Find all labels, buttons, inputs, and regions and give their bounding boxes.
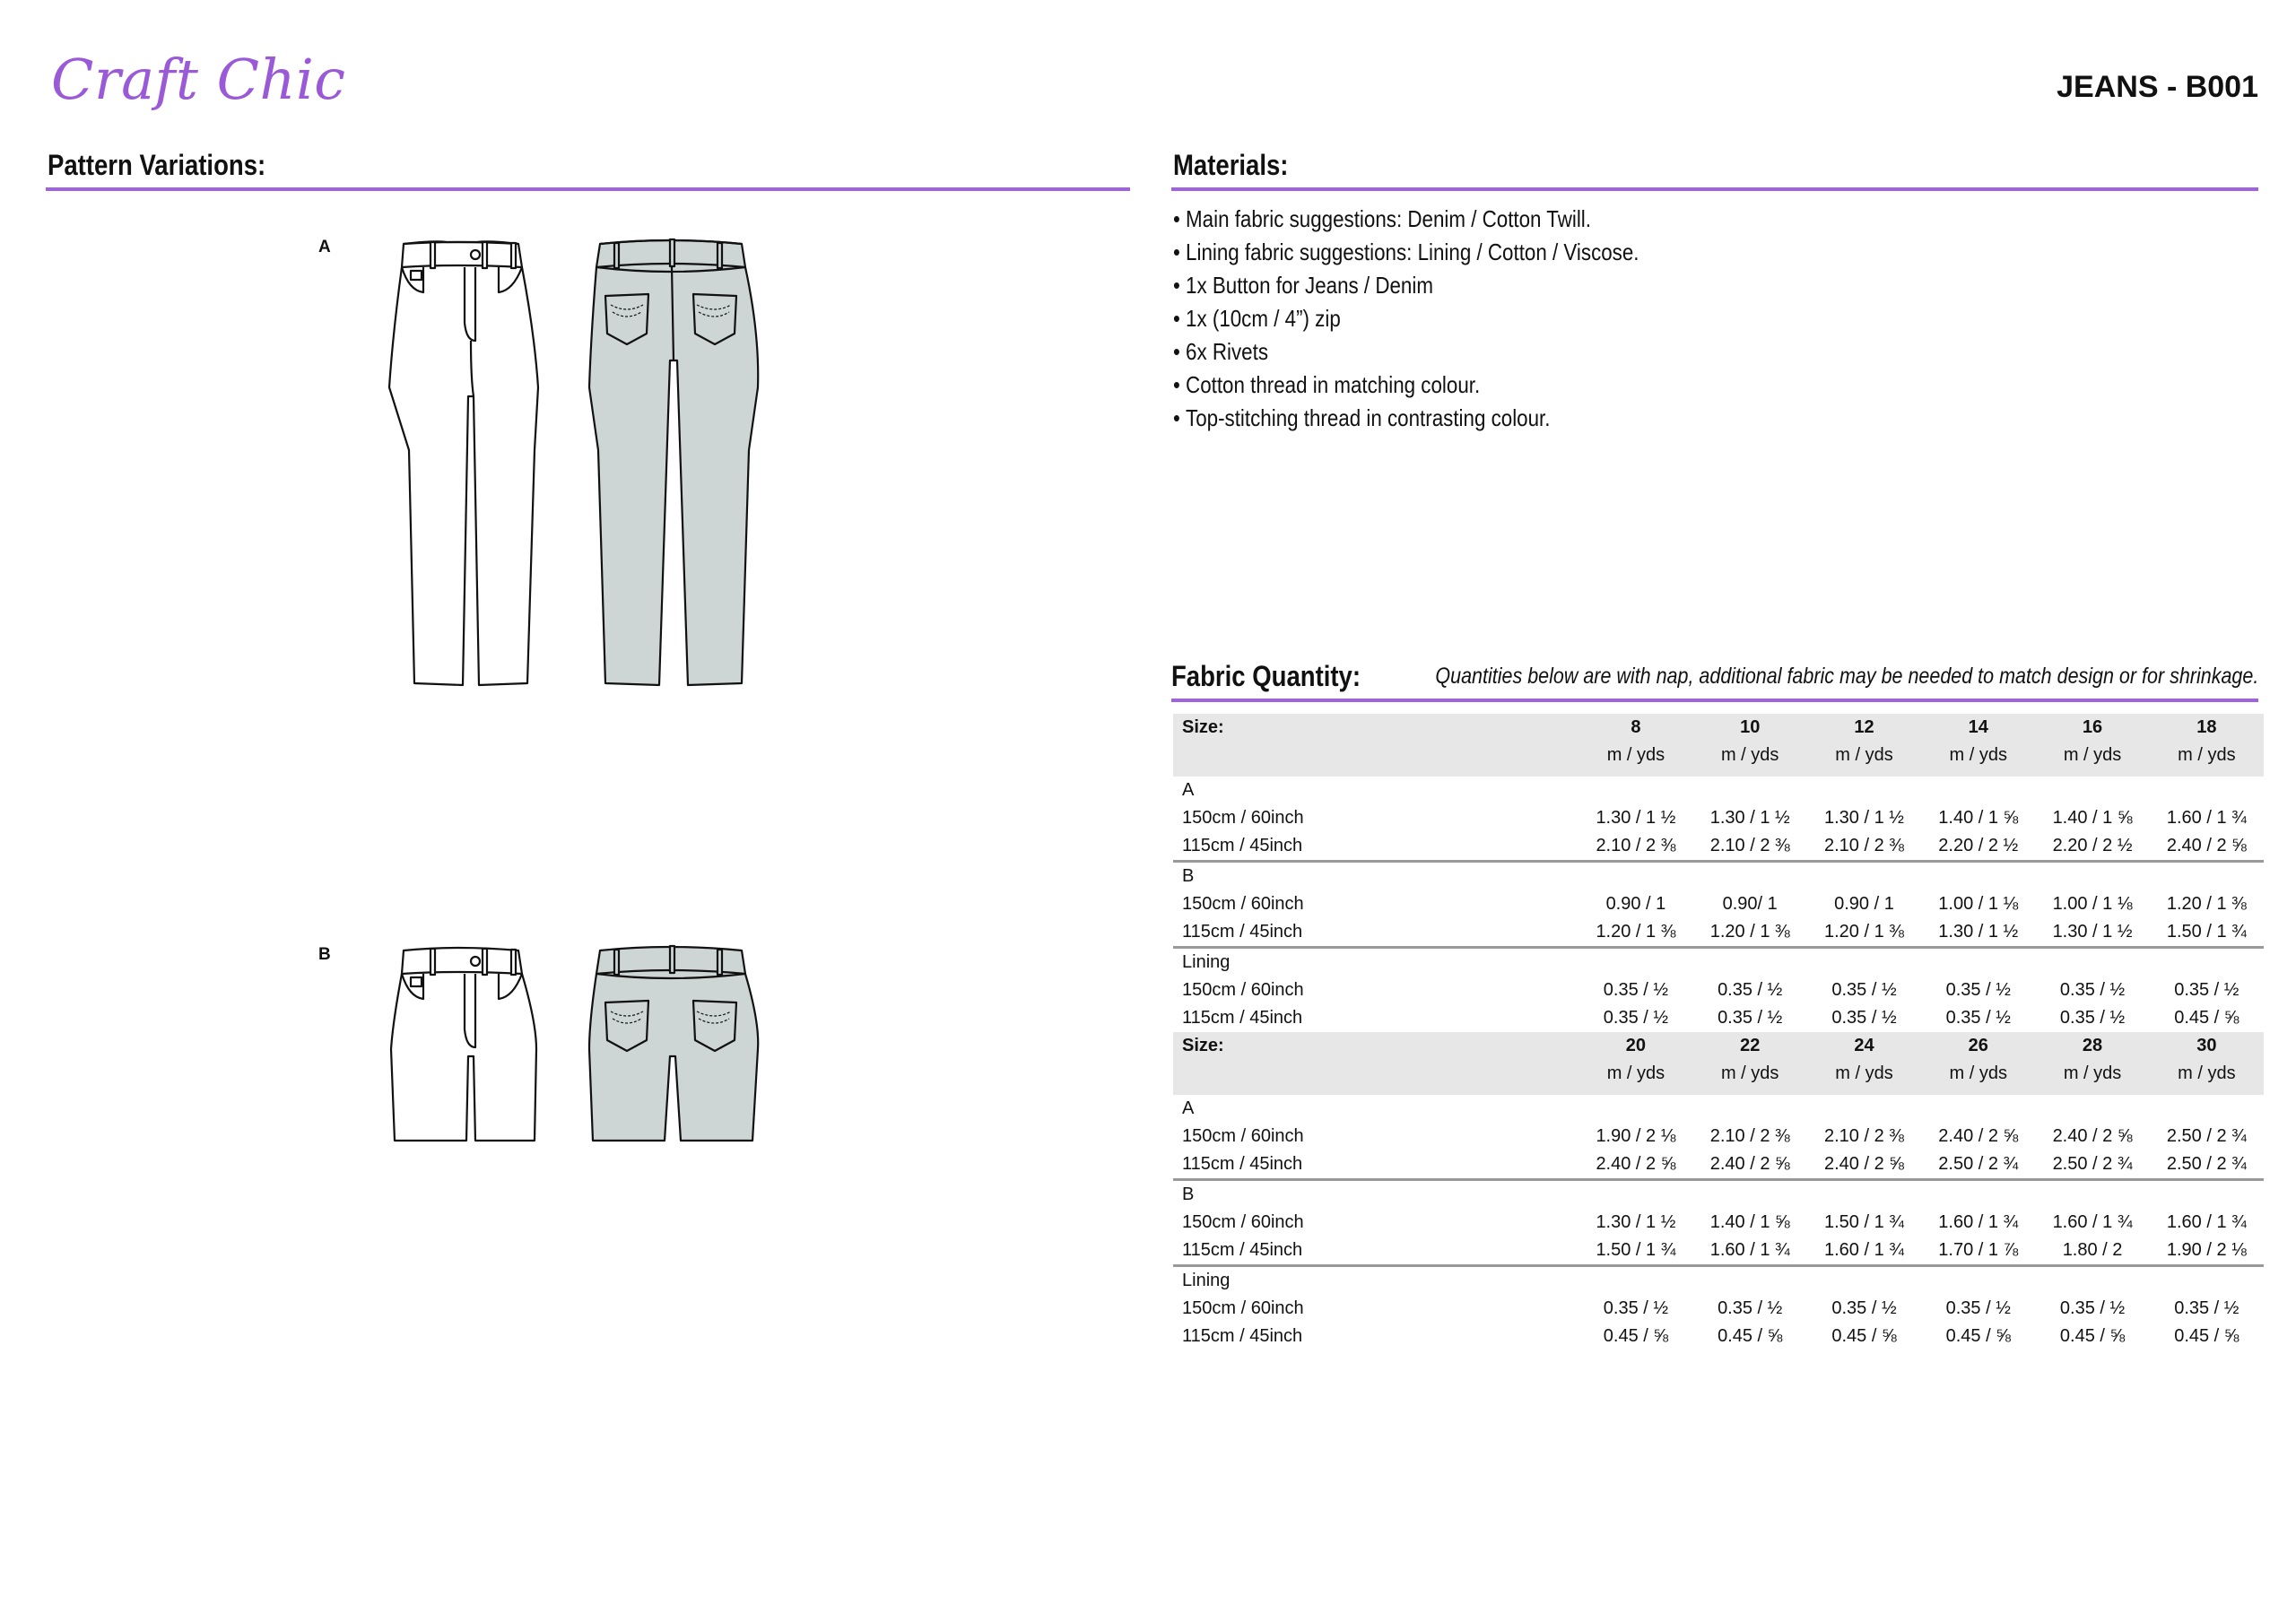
pattern-code: JEANS - B001	[2057, 70, 2258, 104]
quantity-cell: 1.20 / 1 ⅜	[1693, 918, 1807, 948]
quantity-cell: 2.40 / 2 ⅝	[1807, 1150, 1921, 1180]
quantity-cell: 1.60 / 1 ¾	[1807, 1237, 1921, 1266]
quantity-cell: 1.30 / 1 ½	[2035, 918, 2149, 948]
unit-row	[1173, 1060, 2264, 1088]
quantity-cell: 0.45 / ⅝	[1945, 1326, 2011, 1346]
size-value: 14	[1921, 714, 2035, 742]
table-row	[1173, 976, 2264, 1004]
group-row	[1173, 777, 2264, 804]
quantity-cell: 2.10 / 2 ⅜	[1807, 832, 1921, 862]
materials-item: • Lining fabric suggestions: Lining / Cotton / Viscose.	[1173, 236, 2099, 269]
materials-rule	[1171, 187, 2258, 191]
variant-label-b: B	[318, 945, 331, 964]
fabric-quantity-table	[1173, 714, 2264, 1350]
unit-label: m / yds	[1807, 742, 1921, 769]
table-row	[1173, 1150, 2264, 1180]
fabric-quantity-rule	[1171, 699, 2258, 702]
materials-item: • Main fabric suggestions: Denim / Cotton Twill.	[1173, 203, 2099, 236]
quantity-cell: 0.45 / ⅝	[2059, 1326, 2126, 1346]
quantity-cell: 1.20 / 1 ⅜	[1578, 918, 1692, 948]
quantity-cell: 2.40 / 2 ⅝	[1578, 1150, 1692, 1180]
quantity-cell: 1.60 / 1 ¾	[2166, 808, 2247, 828]
quantity-cell: 2.50 / 2 ¾	[2166, 1126, 2247, 1146]
fabric-width-label: 150cm / 60inch	[1182, 980, 1304, 1000]
quantity-cell: 0.35 / ½	[1831, 1008, 1897, 1028]
quantity-cell: 1.30 / 1 ½	[1824, 808, 1904, 828]
quantity-cell: 1.70 / 1 ⅞	[1921, 1237, 2035, 1266]
quantity-cell: 0.35 / ½	[2174, 980, 2239, 1000]
size-value: 10	[1693, 714, 1807, 742]
gap-cell	[1173, 769, 2264, 777]
size-label: Size:	[1173, 714, 1578, 742]
quantity-cell: 2.50 / 2 ¾	[2035, 1150, 2149, 1180]
quantity-cell: 0.45 / ⅝	[2174, 1326, 2239, 1346]
table-row	[1173, 918, 2264, 948]
table-row	[1173, 1323, 2264, 1350]
quantity-cell: 2.50 / 2 ¾	[1921, 1150, 2035, 1180]
fabric-width-label: 150cm / 60inch	[1182, 808, 1304, 828]
quantity-cell: 2.50 / 2 ¾	[2150, 1150, 2264, 1180]
quantity-cell: 1.90 / 2 ⅛	[1596, 1126, 1676, 1146]
unit-label: m / yds	[1921, 1060, 2035, 1088]
quantity-cell: 2.20 / 2 ½	[2035, 832, 2149, 862]
group-row	[1173, 1095, 2264, 1123]
quantity-cell: 1.60 / 1 ¾	[1938, 1212, 2019, 1232]
table-row	[1173, 832, 2264, 862]
fabric-width-label: 115cm / 45inch	[1173, 1150, 1578, 1180]
unit-label: m / yds	[1693, 742, 1807, 769]
fabric-width-label: 115cm / 45inch	[1173, 1237, 1578, 1266]
quantity-cell: 0.35 / ½	[1945, 980, 2011, 1000]
materials-item: • 6x Rivets	[1173, 335, 2099, 369]
quantity-cell: 1.00 / 1 ⅛	[2052, 894, 2133, 914]
quantity-cell: 0.35 / ½	[1831, 980, 1897, 1000]
quantity-cell: 1.60 / 1 ¾	[2052, 1212, 2133, 1232]
materials-item: • Top-stitching thread in contrasting colour.	[1173, 402, 2099, 435]
group-name: B	[1182, 866, 1195, 886]
materials-item: • 1x (10cm / 4”) zip	[1173, 302, 2099, 335]
quantity-cell: 0.35 / ½	[1945, 1298, 2011, 1318]
quantity-cell: 1.50 / 1 ¾	[1578, 1237, 1692, 1266]
table-row	[1173, 1295, 2264, 1323]
table-row	[1173, 890, 2264, 918]
quantity-cell: 0.35 / ½	[2059, 1298, 2126, 1318]
quantity-cell: 1.50 / 1 ¾	[2150, 918, 2264, 948]
quantity-cell: 0.35 / ½	[1718, 1298, 1783, 1318]
size-value: 26	[1921, 1032, 2035, 1060]
pattern-variations-title: Pattern Variations:	[48, 149, 266, 181]
quantity-cell: 1.30 / 1 ½	[1709, 808, 1790, 828]
unit-label: m / yds	[1578, 742, 1692, 769]
group-name: Lining	[1182, 1271, 1231, 1290]
size-value: 20	[1578, 1032, 1692, 1060]
group-name: Lining	[1182, 952, 1231, 972]
unit-label: m / yds	[2150, 1060, 2264, 1088]
quantity-cell: 1.20 / 1 ⅜	[2166, 894, 2247, 914]
header-gap	[1173, 769, 2264, 777]
quantity-cell: 0.45 / ⅝	[1718, 1326, 1783, 1346]
unit-label: m / yds	[2150, 742, 2264, 769]
quantity-cell: 0.35 / ½	[1718, 1008, 1783, 1028]
fabric-width-label: 115cm / 45inch	[1173, 918, 1578, 948]
unit-label: m / yds	[1693, 1060, 1807, 1088]
unit-label: m / yds	[1921, 742, 2035, 769]
quantity-cell: 2.40 / 2 ⅝	[1693, 1150, 1807, 1180]
unit-row	[1173, 742, 2264, 769]
size-header-row	[1173, 714, 2264, 742]
table-row	[1173, 804, 2264, 832]
quantity-cell: 0.90 / 1	[1834, 894, 1894, 914]
header-gap	[1173, 1088, 2264, 1095]
quantity-cell: 0.45 / ⅝	[1831, 1326, 1897, 1346]
quantity-cell: 1.60 / 1 ¾	[2166, 1212, 2247, 1232]
quantity-cell: 0.35 / ½	[2174, 1298, 2239, 1318]
materials-list	[1173, 203, 2249, 435]
quantity-cell: 1.40 / 1 ⅝	[2052, 808, 2133, 828]
quantity-cell: 1.40 / 1 ⅝	[1938, 808, 2019, 828]
quantity-cell: 0.45 / ⅝	[2174, 1008, 2239, 1028]
quantity-cell: 1.30 / 1 ½	[1921, 918, 2035, 948]
unit-label: m / yds	[2035, 1060, 2149, 1088]
size-value: 24	[1807, 1032, 1921, 1060]
quantity-cell: 2.10 / 2 ⅜	[1824, 1126, 1904, 1146]
table-row	[1173, 1209, 2264, 1237]
unit-label: m / yds	[1578, 1060, 1692, 1088]
quantity-cell: 0.35 / ½	[1603, 1008, 1669, 1028]
group-row	[1173, 862, 2264, 891]
quantity-cell: 1.30 / 1 ½	[1596, 808, 1676, 828]
fabric-width-label: 150cm / 60inch	[1182, 1212, 1304, 1232]
table-row	[1173, 1123, 2264, 1150]
fabric-width-label: 115cm / 45inch	[1182, 1008, 1303, 1028]
variant-label-a: A	[318, 238, 331, 256]
size-value: 8	[1578, 714, 1692, 742]
unit-spacer	[1173, 1060, 1578, 1088]
materials-item: • 1x Button for Jeans / Denim	[1173, 269, 2099, 302]
size-value: 28	[2035, 1032, 2149, 1060]
size-value: 16	[2035, 714, 2149, 742]
quantity-cell: 2.40 / 2 ⅝	[1938, 1126, 2019, 1146]
quantity-cell: 0.35 / ½	[2059, 980, 2126, 1000]
quantity-cell: 1.60 / 1 ¾	[1693, 1237, 1807, 1266]
gap-cell	[1173, 1088, 2264, 1095]
quantity-cell: 0.90/ 1	[1722, 894, 1778, 914]
quantity-cell: 1.20 / 1 ⅜	[1807, 918, 1921, 948]
quantity-cell: 2.10 / 2 ⅜	[1709, 1126, 1790, 1146]
group-row	[1173, 948, 2264, 977]
quantity-cell: 2.40 / 2 ⅝	[2150, 832, 2264, 862]
quantity-cell: 1.00 / 1 ⅛	[1938, 894, 2019, 914]
fabric-width-label: 115cm / 45inch	[1182, 1326, 1303, 1346]
quantity-cell: 1.50 / 1 ¾	[1824, 1212, 1904, 1232]
group-row	[1173, 1180, 2264, 1210]
pattern-variations-rule	[46, 187, 1130, 191]
jeans-back-illustration	[587, 235, 767, 692]
group-name: B	[1182, 1185, 1195, 1204]
size-label: Size:	[1173, 1032, 1578, 1060]
size-value: 22	[1693, 1032, 1807, 1060]
jeans-front-illustration	[386, 235, 565, 692]
quantity-cell: 0.45 / ⅝	[1603, 1326, 1669, 1346]
shorts-front-illustration	[386, 942, 565, 1148]
quantity-cell: 2.20 / 2 ½	[1921, 832, 2035, 862]
fabric-width-label: 150cm / 60inch	[1182, 1298, 1304, 1318]
size-header-row	[1173, 1032, 2264, 1060]
group-row	[1173, 1266, 2264, 1296]
fabric-quantity-note: Quantities below are with nap, additional fabric may be needed to match design or for shrinkage.	[1435, 664, 2258, 689]
quantity-cell: 0.35 / ½	[1603, 980, 1669, 1000]
fabric-width-label: 115cm / 45inch	[1173, 832, 1578, 862]
materials-item: • Cotton thread in matching colour.	[1173, 369, 2099, 402]
quantity-cell: 2.10 / 2 ⅜	[1578, 832, 1692, 862]
table-row	[1173, 1237, 2264, 1266]
fabric-width-label: 150cm / 60inch	[1182, 1126, 1304, 1146]
table-row	[1173, 1004, 2264, 1032]
quantity-cell: 0.35 / ½	[1718, 980, 1783, 1000]
shorts-back-illustration	[587, 942, 767, 1148]
size-value: 30	[2150, 1032, 2264, 1060]
quantity-cell: 0.35 / ½	[1831, 1298, 1897, 1318]
quantity-cell: 0.35 / ½	[1945, 1008, 2011, 1028]
quantity-cell: 1.90 / 2 ⅛	[2150, 1237, 2264, 1266]
quantity-cell: 0.90 / 1	[1605, 894, 1666, 914]
quantity-cell: 1.30 / 1 ½	[1596, 1212, 1676, 1232]
size-value: 18	[2150, 714, 2264, 742]
materials-title: Materials:	[1173, 149, 1289, 181]
group-name: A	[1182, 1098, 1195, 1118]
fabric-quantity-title: Fabric Quantity:	[1171, 660, 1361, 692]
quantity-cell: 2.10 / 2 ⅜	[1693, 832, 1807, 862]
quantity-cell: 1.80 / 2	[2035, 1237, 2149, 1266]
fabric-width-label: 150cm / 60inch	[1182, 894, 1304, 914]
quantity-cell: 2.40 / 2 ⅝	[2052, 1126, 2133, 1146]
size-value: 12	[1807, 714, 1921, 742]
quantity-cell: 1.40 / 1 ⅝	[1709, 1212, 1790, 1232]
group-name: A	[1182, 780, 1195, 800]
unit-label: m / yds	[2035, 742, 2149, 769]
brand-logo: Craft Chic	[51, 47, 346, 112]
quantity-cell: 0.35 / ½	[2059, 1008, 2126, 1028]
quantity-cell: 0.35 / ½	[1603, 1298, 1669, 1318]
unit-spacer	[1173, 742, 1578, 769]
unit-label: m / yds	[1807, 1060, 1921, 1088]
